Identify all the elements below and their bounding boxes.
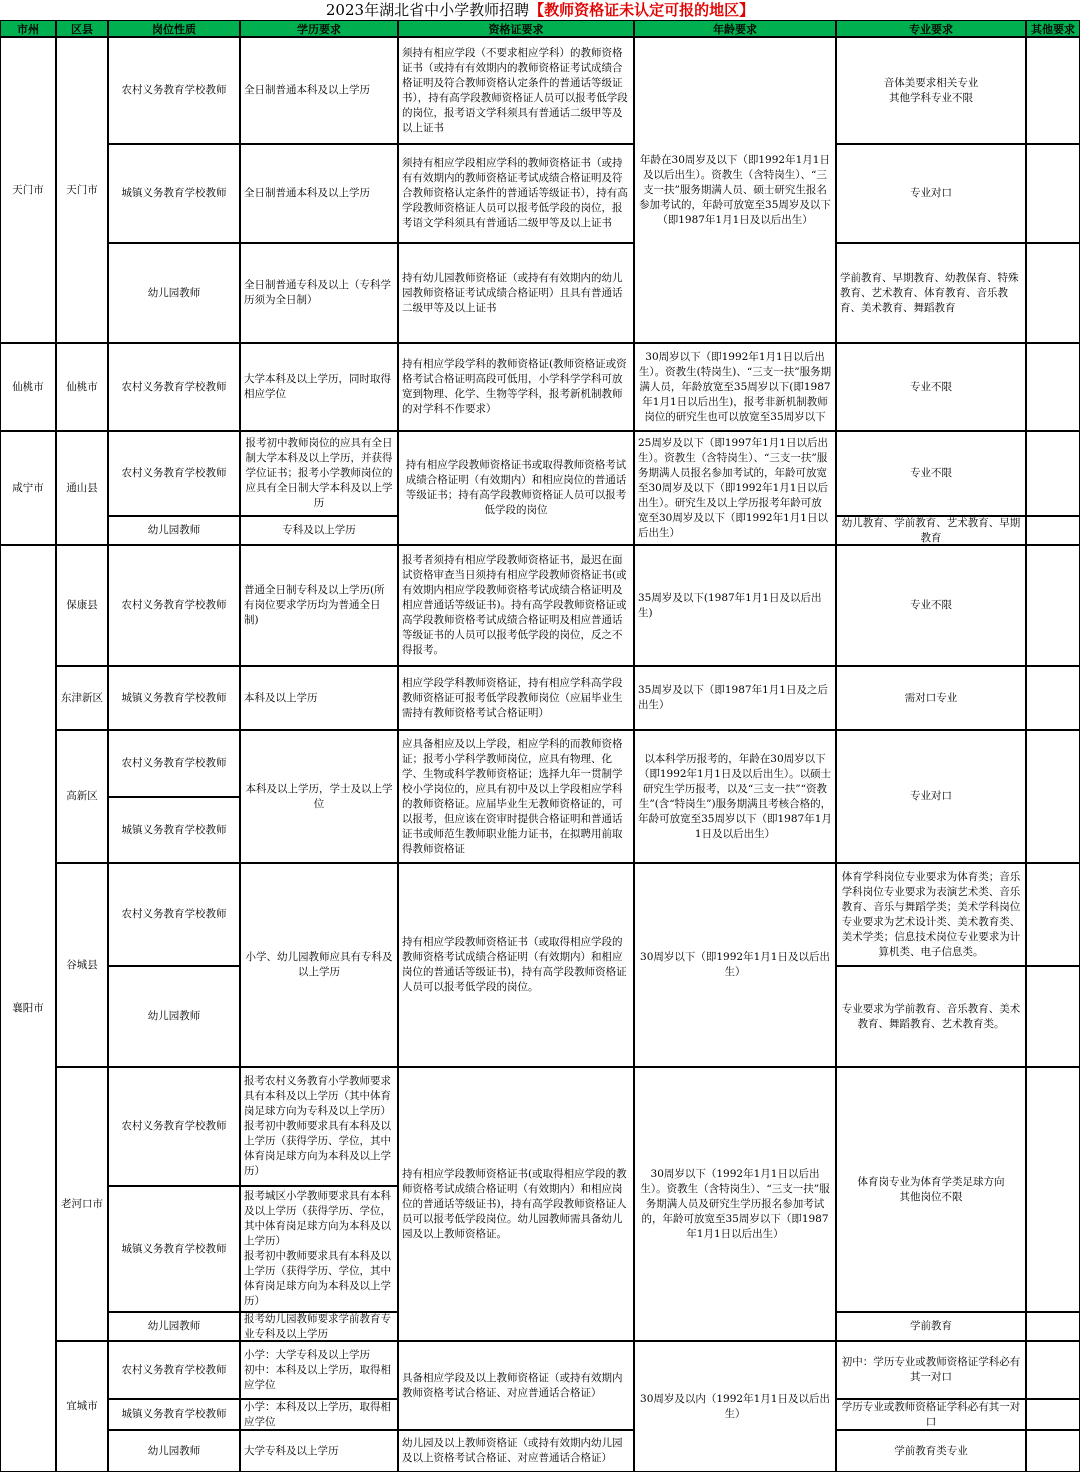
cell-certificate — [398, 1430, 634, 1472]
cell-text: 学前教育 — [910, 1320, 952, 1332]
cell-certificate — [398, 243, 634, 343]
cell-post-type — [108, 863, 240, 966]
cell-education — [240, 1430, 398, 1472]
cell-text: 25周岁及以下（即1997年1月1日以后出生）。资教生（含特岗生）、“三支一扶”服务期满人员报名参加考试的，年龄可放宽至30周岁及以下（即1992年1月1日以后出生）。研究生及以上学历报考年龄可放宽至30周岁及以下（即1992年1月1日以后出生） — [638, 436, 828, 539]
cell-text: 幼儿园教师 — [147, 1010, 201, 1022]
cell-post-type — [108, 1430, 240, 1472]
cell-text: 专业对口 — [910, 187, 952, 199]
cell-education — [240, 516, 398, 545]
cell-education — [240, 1312, 398, 1341]
cell-post-type — [108, 966, 240, 1067]
cell-text: 30周岁及以内（1992年1月1日及以后出生） — [640, 1392, 830, 1420]
header-post-type: 岗位性质 — [108, 20, 240, 37]
cell-text: 报考城区小学教师要求具有本科及以上学历（获得学历、学位，其中体育岗足球方向为本科及以上学历） 报考初中教师要求具有本科及以上学历（获得学历、学位，其中体育岗足球方向为本科及以上学历） — [244, 1190, 391, 1307]
cell-text: 农村义务教育学校教师 — [121, 467, 227, 479]
cell-certificate — [398, 431, 634, 545]
cell-major — [836, 545, 1026, 666]
cell-text: 农村义务教育学校教师 — [121, 1120, 227, 1132]
cell-district — [56, 863, 108, 1067]
cell-post-type — [108, 1341, 240, 1399]
cell-text: 35周岁及以下(1987年1月1日及以后出生) — [638, 591, 822, 619]
cell-other — [1026, 144, 1080, 243]
cell-text: 仙桃市 — [12, 380, 44, 393]
cell-district — [56, 1067, 108, 1341]
cell-post-type — [108, 343, 240, 431]
cell-certificate — [398, 863, 634, 1067]
cell-text: 幼儿教育、学前教育、艺术教育、早期教育 — [841, 516, 1021, 544]
cell-other — [1026, 243, 1080, 343]
cell-education — [240, 37, 398, 144]
cell-post-type — [108, 516, 240, 545]
cell-age — [634, 1067, 836, 1341]
cell-text: 天门市 — [66, 183, 98, 196]
cell-education — [240, 431, 398, 516]
cell-major — [836, 431, 1026, 516]
cell-post-type — [108, 37, 240, 144]
cell-text: 幼儿园教师 — [147, 1320, 201, 1332]
cell-text: 大学专科及以上学历 — [244, 1444, 339, 1457]
cell-text: 全日制普通专科及以上（专科学历须为全日制） — [244, 279, 391, 306]
cell-post-type — [108, 545, 240, 666]
cell-other — [1026, 1341, 1080, 1399]
cell-text: 普通全日制专科及以上学历(所有岗位要求学历均为普通全日制) — [244, 584, 385, 626]
cell-major — [836, 144, 1026, 243]
cell-text: 专业不限 — [910, 380, 952, 393]
cell-text: 幼儿园教师 — [147, 1444, 201, 1457]
cell-post-type — [108, 431, 240, 516]
cell-city — [0, 37, 56, 343]
cell-text: 35周岁及以下（即1987年1月1日及之后出生） — [638, 684, 828, 711]
cell-text: 体育岗专业为体育学类足球方向 其他岗位不限 — [857, 1175, 1005, 1203]
cell-major — [836, 863, 1026, 966]
cell-post-type — [108, 1399, 240, 1430]
title-prefix: 2023年湖北省中小学教师招聘 — [325, 1, 530, 19]
cell-certificate — [398, 1067, 634, 1341]
cell-other — [1026, 431, 1080, 516]
cell-text: 咸宁市 — [12, 481, 44, 494]
cell-city — [0, 343, 56, 431]
cell-text: 持有相应学段教师资格证书（或取得相应学段的教师资格考试成绩合格证明（有效期内）和相应岗位的普通话等级证书)，持有高学段教师资格证人员可以报考低学段的岗位。 — [402, 936, 627, 993]
cell-other — [1026, 730, 1080, 863]
cell-text: 30周岁以下（1992年1月1日以后出生）。资教生（含特岗生）、“三支一扶”服务期满人员及研究生学历报名参加考试的，年龄可放宽至35周岁以下（即1987年1月1日以后出生） — [640, 1167, 830, 1240]
cell-text: 报考初中教师岗位的应具有全日制大学本科及以上学历，并获得学位证书；报考小学教师岗位的应具有全日制大学本科及以上学历 — [245, 437, 393, 509]
cell-education — [240, 1186, 398, 1312]
cell-text: 具备相应学段及以上教师资格证（或持有效期内教师资格考试合格证、对应普通话合格证） — [402, 1371, 623, 1399]
cell-other — [1026, 1067, 1080, 1312]
cell-text: 农村义务教育学校教师 — [121, 757, 227, 769]
cell-other — [1026, 863, 1080, 966]
cell-major — [836, 243, 1026, 343]
cell-text: 持有相应学段教师资格证书(或取得相应学段的教师资格考试成绩合格证明（有效期内）和相应岗位的普通话等级证书)，持有高学段教师资格证人员可以报考低学段岗位。幼儿园教师需具备幼儿园及以上教师资格证。 — [402, 1167, 627, 1240]
cell-text: 小学、幼儿园教师应具有专科及以上学历 — [245, 951, 393, 978]
cell-certificate — [398, 666, 634, 730]
cell-education — [240, 144, 398, 243]
cell-education — [240, 343, 398, 431]
cell-text: 城镇义务教育学校教师 — [121, 823, 227, 836]
cell-text: 专业不限 — [910, 599, 952, 611]
cell-major — [836, 37, 1026, 144]
cell-text: 本科及以上学历 — [244, 691, 318, 704]
cell-post-type — [108, 144, 240, 243]
cell-age — [634, 37, 836, 343]
cell-text: 学历专业或教师资格证学科必有其一对口 — [841, 1400, 1021, 1428]
header-district: 区县 — [56, 20, 108, 37]
cell-text: 城镇义务教育学校教师 — [121, 691, 227, 704]
cell-text: 音体美要求相关专业 其他学科专业不限 — [883, 76, 979, 104]
cell-text: 东津新区 — [61, 691, 103, 704]
cell-major — [836, 1312, 1026, 1341]
header-certificate: 资格证要求 — [398, 20, 634, 37]
header-city: 市州 — [0, 20, 56, 37]
cell-text: 仙桃市 — [66, 380, 98, 393]
header-other: 其他要求 — [1026, 20, 1080, 37]
cell-text: 通山县 — [66, 481, 98, 494]
cell-text: 农村义务教育学校教师 — [121, 599, 227, 611]
cell-major — [836, 1067, 1026, 1312]
cell-text: 专业要求为学前教育、音乐教育、美术教育、舞蹈教育、艺术教育类。 — [841, 1002, 1021, 1030]
cell-text: 城镇义务教育学校教师 — [121, 1242, 227, 1255]
cell-text: 30周岁以下（即1992年1月1日以后出生）。资教生(特岗生)、“三支一扶”服务期满人员，年龄放宽至35周岁以下(即1987年1月1日以后出生)，报考非新机制教师岗位的研究生也可以放宽至35周岁以下 — [638, 350, 832, 423]
cell-age — [634, 863, 836, 1067]
cell-other — [1026, 516, 1080, 545]
title-highlight: 【教师资格证未认定可报的地区】 — [529, 1, 755, 19]
cell-certificate — [398, 1341, 634, 1430]
cell-text: 幼儿园及以上教师资格证（或持有效期内幼儿园及以上资格考试合格证、对应普通话合格证） — [402, 1437, 623, 1464]
cell-text: 专业不限 — [910, 467, 952, 479]
cell-text: 宜城市 — [66, 1400, 98, 1412]
cell-post-type — [108, 666, 240, 730]
cell-district — [56, 1341, 108, 1472]
cell-text: 学前教育、早期教育、幼教保育、特殊教育、艺术教育、体育教育、音乐教育、美术教育、舞蹈教育 — [840, 271, 1019, 314]
cell-text: 襄阳市 — [12, 1002, 44, 1014]
cell-certificate — [398, 37, 634, 144]
cell-text: 持有相应学段教师资格证书或取得教师资格考试成绩合格证明（有效期内）和相应岗位的普通话等级证书；持有高学段教师资格证人员可以报考低学段的岗位 — [405, 459, 627, 516]
cell-education — [240, 1399, 398, 1430]
cell-text: 农村义务教育学校教师 — [121, 1363, 227, 1376]
cell-text: 报考农村义务教育小学教师要求具有本科及以上学历（其中体育岗足球方向为专科及以上学历） 报考初中教师要求具有本科及以上学历（获得学历、学位，其中体育岗足球方向为本科及以上学历） — [244, 1075, 391, 1177]
cell-other — [1026, 545, 1080, 666]
cell-district — [56, 545, 108, 666]
cell-text: 幼儿园教师 — [147, 524, 201, 536]
cell-education — [240, 243, 398, 343]
cell-other — [1026, 666, 1080, 730]
cell-age — [634, 666, 836, 730]
cell-text: 农村义务教育学校教师 — [121, 84, 227, 96]
cell-text: 本科及以上学历，学士及以上学位 — [245, 782, 393, 810]
cell-age — [634, 1341, 836, 1472]
cell-text: 全日制普通本科及以上学历 — [244, 84, 370, 96]
cell-age — [634, 343, 836, 431]
cell-other — [1026, 37, 1080, 144]
cell-major — [836, 1341, 1026, 1399]
cell-text: 专业对口 — [910, 790, 952, 802]
cell-text: 小学：大学专科及以上学历 初中：本科及以上学历，取得相应学位 — [244, 1348, 391, 1391]
cell-text: 高新区 — [66, 790, 98, 802]
cell-other — [1026, 1430, 1080, 1472]
cell-other — [1026, 966, 1080, 1067]
cell-major — [836, 730, 1026, 863]
cell-certificate — [398, 545, 634, 666]
cell-text: 报考者须持有相应学段教师资格证书，最迟在面试资格审查当日须持有相应学段教师资格证书(或有效期内相应学段教师资格考试成绩合格证明及相应普通话等级证书)。持有高学段教师资格证或高学段教师资格考试成绩合格证明及相应普通话等级证书的人员可以报考低学段的岗位，反之不得报考。 — [402, 554, 627, 656]
cell-text: 小学：本科及以上学历，取得相应学位 — [244, 1400, 391, 1428]
cell-post-type — [108, 730, 240, 797]
cell-text: 农村义务教育学校教师 — [121, 908, 227, 920]
cell-text: 城镇义务教育学校教师 — [121, 187, 227, 199]
cell-text: 需对口专业 — [904, 691, 958, 704]
cell-education — [240, 730, 398, 863]
cell-text: 相应学段学科教师资格证，持有相应学科高学段教师资格证可报考低学段教师岗位（应届毕业生需持有教师资格考试合格证明） — [402, 676, 623, 719]
cell-education — [240, 545, 398, 666]
cell-major — [836, 966, 1026, 1067]
cell-city — [0, 545, 56, 1472]
cell-certificate — [398, 144, 634, 243]
cell-education — [240, 863, 398, 1067]
cell-city — [0, 431, 56, 545]
cell-major — [836, 516, 1026, 545]
header-age: 年龄要求 — [634, 20, 836, 37]
cell-certificate — [398, 343, 634, 431]
cell-age — [634, 545, 836, 666]
cell-district — [56, 37, 108, 343]
cell-text: 报考幼儿园教师要求学前教育专业专科及以上学历 — [244, 1312, 391, 1340]
cell-text: 学前教育类专业 — [894, 1444, 968, 1457]
cell-other — [1026, 1399, 1080, 1430]
cell-text: 老河口市 — [61, 1197, 103, 1210]
cell-post-type — [108, 243, 240, 343]
cell-district — [56, 666, 108, 730]
cell-text: 保康县 — [66, 599, 98, 611]
cell-major — [836, 1430, 1026, 1472]
cell-text: 专科及以上学历 — [282, 524, 356, 536]
cell-post-type — [108, 1067, 240, 1186]
cell-education — [240, 666, 398, 730]
cell-text: 30周岁以下（即1992年1月1日及以后出生） — [640, 951, 830, 978]
cell-post-type — [108, 797, 240, 863]
cell-district — [56, 343, 108, 431]
cell-text: 持有幼儿园教师资格证（或持有有效期内的幼儿园教师资格证考试成绩合格证明）且具有普通话二级甲等及以上证书 — [402, 271, 623, 314]
cell-other — [1026, 1312, 1080, 1341]
cell-text: 须持有相应学段相应学科的教师资格证书（或持有有效期内的教师资格证考试成绩合格证明及符合教师资格认定条件的普通话等级证书），持有高学段教师资格证人员可以报考低学段的岗位，报考语文学科须具有普通话二级甲等及以上证书 — [402, 157, 628, 229]
cell-post-type — [108, 1312, 240, 1341]
cell-text: 全日制普通本科及以上学历 — [244, 187, 370, 199]
cell-text: 持有相应学段学科的教师资格证(教师资格证或资格考试合格证明高段可低用，小学科学学科可放宽到物理、化学、生物等学科，报考新机制教师的对学科不作要求） — [402, 358, 627, 415]
cell-text: 幼儿园教师 — [147, 286, 201, 299]
cell-education — [240, 1067, 398, 1186]
cell-text: 须持有相应学段（不要求相应学科）的教师资格证书（或持有有效期内的教师资格证考试成绩合格证明及符合教师资格认定条件的普通话等级证书），持有高学段教师资格证人员可以报考低学段的岗位，报考语文学科须具有普通话二级甲等及以上证书 — [402, 46, 628, 134]
cell-major — [836, 1399, 1026, 1430]
cell-text: 天门市 — [12, 183, 44, 196]
cell-other — [1026, 343, 1080, 431]
cell-text: 大学本科及以上学历，同时取得相应学位 — [244, 373, 391, 400]
cell-certificate — [398, 730, 634, 863]
cell-district — [56, 431, 108, 545]
cell-major — [836, 343, 1026, 431]
cell-text: 农村义务教育学校教师 — [121, 380, 227, 393]
cell-text: 年龄在30周岁及以下（即1992年1月1日及以后出生）。资教生（含特岗生）、“三支一扶”服务期满人员、硕士研究生报名参加考试的，年龄可放宽至35周岁及以下（即1987年1月1日及以后出生） — [639, 153, 831, 226]
header-major: 专业要求 — [836, 20, 1026, 37]
cell-education — [240, 1341, 398, 1399]
cell-major — [836, 666, 1026, 730]
cell-text: 初中：学历专业或教师资格证学科必有其一对口 — [841, 1356, 1021, 1383]
cell-post-type — [108, 1186, 240, 1312]
cell-district — [56, 730, 108, 863]
cell-text: 城镇义务教育学校教师 — [121, 1408, 227, 1420]
cell-text: 以本科学历报考的，年龄在30周岁以下（即1992年1月1日及以后出生）。以硕士研究生学历报考，以及“三支一扶”“资教生”(含“特岗生”)服务期满且考核合格的，年龄可放宽至35周岁以下（即1987年1月1日及以后出生） — [638, 752, 832, 840]
cell-age — [634, 431, 836, 545]
cell-text: 体育学科岗位专业要求为体育类；音乐学科岗位专业要求为表演艺术类、音乐教育、音乐与舞蹈学类；美术学科岗位专业要求为艺术设计类、美术教育类、美术学类；信息技术岗位专业要求为计算机类、电子信息类。 — [841, 870, 1021, 958]
cell-text: 谷城县 — [66, 958, 98, 971]
cell-age — [634, 730, 836, 863]
header-education: 学历要求 — [240, 20, 398, 37]
cell-text: 应具备相应及以上学段，相应学科的而教师资格证；报考小学科学教师岗位，应具有物理、化学、生物或科学教师资格证；选择九年一贯制学校小学岗位的，应具有初中及以上学段相应学科的教师资格证。应届毕业生无教师资格证的，可以报考，但应该在资审时提供合格证明和普通话证书或师范生教师职业能力证书，在拟聘用前取得教师资格证 — [402, 737, 623, 855]
page-title — [0, 0, 1080, 20]
